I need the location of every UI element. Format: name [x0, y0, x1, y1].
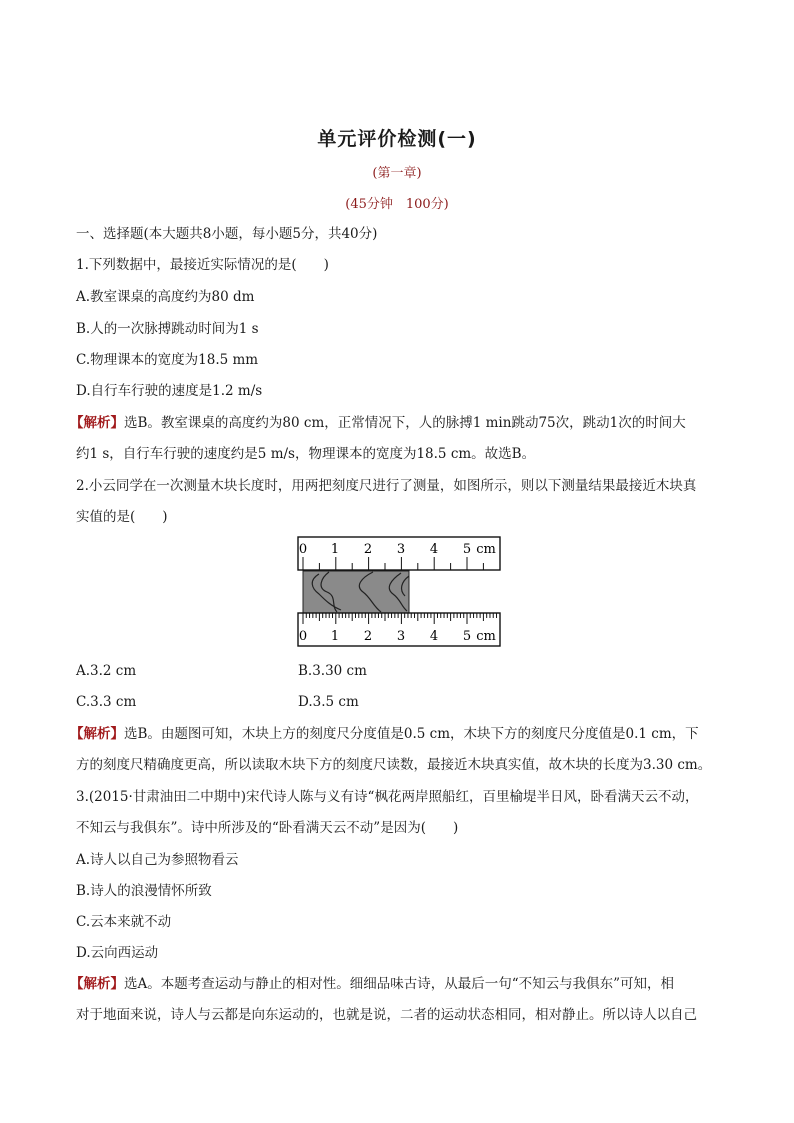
q3-analysis-line-1 — [70, 975, 674, 993]
bottom-ruler-label: 0 — [298, 629, 308, 644]
q3-option-a: A.诗人以自己为参照物看云 — [76, 852, 239, 868]
q3-stem-line-2: 不知云与我俱东”。诗中所涉及的“卧看满天云不动”是因为( ) — [76, 820, 459, 836]
q1-analysis-line-2: 约1 s，自行车行驶的速度约是5 m/s，物理课本的宽度为18.5 cm。故选B。 — [76, 446, 536, 462]
q1-option-a: A.教室课桌的高度约为80 dm — [76, 289, 255, 305]
top-ruler-label: 1 — [330, 542, 340, 557]
q3-analysis-text-1: 选A。本题考查运动与静止的相对性。细细品味古诗，从最后一句“不知云与我俱东”可知，相 — [124, 976, 675, 992]
bottom-ruler-label: 4 — [429, 629, 439, 644]
q2-analysis-line-1 — [70, 725, 699, 743]
top-ruler-label: 3 — [396, 542, 406, 557]
q2-stem-line-2: 实值的是( ) — [76, 509, 168, 525]
time-score-label: (45分钟 100分) — [345, 197, 449, 212]
q2-option-a: A.3.2 cm — [76, 663, 137, 679]
q1-option-b: B.人的一次脉搏跳动时间为1 s — [76, 321, 259, 337]
top-ruler-unit: cm — [476, 542, 496, 557]
q1-option-d: D.自行车行驶的速度是1.2 m/s — [76, 383, 263, 399]
q2-option-b: B.3.30 cm — [298, 663, 367, 679]
top-ruler-label: 5 — [462, 542, 472, 557]
q3-analysis-line-2: 对于地面来说，诗人与云都是向东运动的，也就是说，二者的运动状态相同，相对静止。所以诗人以自己 — [76, 1007, 697, 1023]
q3-option-d: D.云向西运动 — [76, 945, 159, 961]
q3-stem-line-1: 3.(2015·甘肃油田二中期中)宋代诗人陈与义有诗“枫花两岸照船红，百里榆堤半日风，卧看满天云不动， — [76, 789, 699, 805]
page-title: 单元评价检测(一) — [317, 128, 477, 150]
q2-stem-line-1: 2.小云同学在一次测量木块长度时，用两把刻度尺进行了测量，如图所示，则以下测量结果最接近木块真 — [76, 478, 697, 494]
q3-option-c: C.云本来就不动 — [76, 914, 172, 930]
q2-analysis-text-1: 选B。由题图可知，木块上方的刻度尺分度值是0.5 cm，木块下方的刻度尺分度值是0.1 cm，下 — [124, 726, 699, 742]
q1-stem: 1.下列数据中，最接近实际情况的是( ) — [76, 257, 329, 273]
q1-option-c: C.物理课本的宽度为18.5 mm — [76, 352, 259, 368]
section-heading: 一、选择题(本大题共8小题，每小题5分，共40分) — [76, 226, 378, 242]
q1-analysis-line-1 — [70, 414, 686, 432]
bottom-ruler-unit: cm — [476, 629, 496, 644]
bottom-ruler-label: 5 — [462, 629, 472, 644]
top-ruler-label: 4 — [429, 542, 439, 557]
wood-block — [303, 571, 409, 613]
bottom-ruler-label: 1 — [330, 629, 340, 644]
chapter-label: (第一章) — [372, 166, 422, 181]
ruler-diagram — [297, 536, 503, 650]
q2-analysis-label: 【解析】 — [70, 726, 124, 742]
q2-option-d: D.3.5 cm — [298, 694, 359, 710]
top-ruler-label: 2 — [363, 542, 373, 557]
q3-analysis-label: 【解析】 — [70, 976, 124, 992]
q1-analysis-label: 【解析】 — [70, 415, 124, 431]
q2-analysis-line-2: 方的刻度尺精确度更高，所以读取木块下方的刻度尺读数，最接近木块真实值，故木块的长度为3.30 cm。 — [76, 757, 712, 773]
q2-option-c: C.3.3 cm — [76, 694, 137, 710]
bottom-ruler-label: 2 — [363, 629, 373, 644]
top-ruler-label: 0 — [298, 542, 308, 557]
q1-analysis-text-1: 选B。教室课桌的高度约为80 cm，正常情况下，人的脉搏1 min跳动75次，跳动1次的时间大 — [124, 415, 686, 431]
ruler-figure — [297, 536, 503, 654]
q3-option-b: B.诗人的浪漫情怀所致 — [76, 883, 212, 899]
bottom-ruler-label: 3 — [396, 629, 406, 644]
